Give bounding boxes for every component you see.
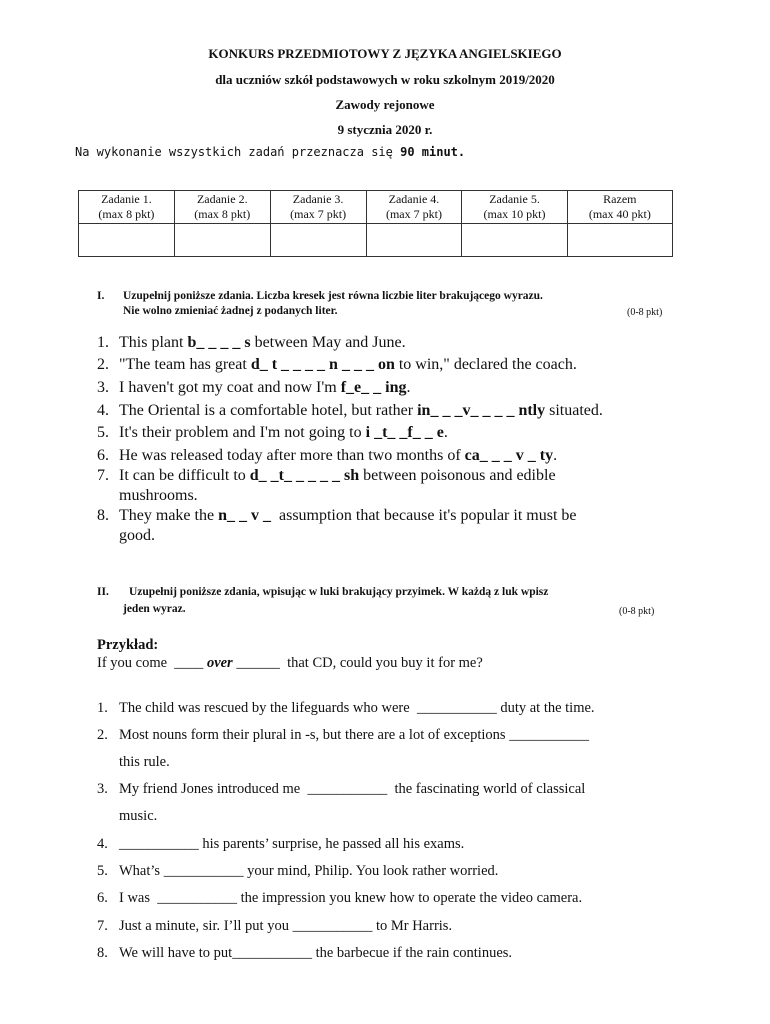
score-table-header-row	[79, 191, 673, 224]
item-sentence[interactable]: Most nouns form their plural in -s, but there are a lot of exceptions ___________	[119, 727, 589, 743]
score-col-5: Zadanie 5. (max 10 pkt)	[462, 191, 567, 224]
sentence-continuation: this rule.	[119, 754, 170, 770]
item-sentence	[119, 378, 679, 398]
example-answer: over	[206, 655, 233, 671]
word-gap[interactable]: f_e_ _ ing	[340, 379, 407, 396]
item-sentence[interactable]: My friend Jones introduced me ___________ the fascinating world of classical	[119, 781, 586, 797]
item-sentence[interactable]: Just a minute, sir. I’ll put you ___________ to Mr Harris.	[119, 918, 453, 934]
sentence-before: "The team has great	[119, 356, 251, 373]
item-number: 2.	[97, 356, 109, 373]
item-sentence	[119, 466, 679, 506]
section-1-instruction-line2: Nie wolno zmieniać żadnej z podanych liter.	[123, 305, 338, 317]
section-1-number: I.	[97, 290, 105, 302]
sentence-before: I haven't got my coat and now I'm	[119, 379, 341, 396]
word-gap[interactable]: d_ _t_ _ _ _ _ sh	[249, 467, 360, 484]
sentence-before: This plant	[119, 334, 188, 351]
sentence-after: .	[406, 379, 411, 396]
example-after: ______ that CD, could you buy it for me?	[232, 655, 483, 671]
example-sentence	[97, 655, 483, 672]
item-number: 8.	[97, 945, 108, 961]
word-gap[interactable]: i _t_ _f_ _ e	[365, 424, 444, 441]
item-number: 3.	[97, 781, 108, 797]
sentence-after: assumption that because it's popular it must be	[270, 507, 577, 524]
word-gap[interactable]: n_ _ v _	[218, 507, 271, 524]
item-sentence	[119, 423, 679, 443]
competition-stage: Zawody rejonowe	[335, 97, 435, 112]
word-gap[interactable]: in_ _ _v_ _ _ _ ntly	[417, 402, 546, 419]
competition-date: 9 stycznia 2020 r.	[337, 122, 433, 137]
item-number: 5.	[97, 424, 109, 441]
score-entry-row	[79, 224, 673, 257]
score-table	[78, 190, 673, 257]
item-number: 4.	[97, 836, 108, 852]
item-number: 5.	[97, 863, 108, 879]
item-sentence	[119, 506, 679, 546]
score-cell-1[interactable]	[79, 224, 175, 257]
item-sentence	[119, 401, 679, 421]
sentence-before: It's their problem and I'm not going to	[119, 424, 366, 441]
word-gap[interactable]: ca_ _ _ v _ ty	[464, 447, 554, 464]
sentence-before: They make the	[119, 507, 219, 524]
time-instruction-text: Na wykonanie wszystkich zadań przeznacza się	[75, 145, 401, 159]
section-2-points: (0-8 pkt)	[619, 606, 655, 617]
example-before: If you come ____	[97, 655, 207, 671]
section-2-number: II.	[97, 586, 109, 598]
item-number: 2.	[97, 727, 108, 743]
score-col-2: Zadanie 2. (max 8 pkt)	[174, 191, 270, 224]
sentence-after: .	[553, 447, 558, 464]
sentence-before: He was released today after more than two months of	[119, 447, 465, 464]
score-col-total: Razem (max 40 pkt)	[567, 191, 672, 224]
word-gap[interactable]: b_ _ _ _ s	[187, 334, 251, 351]
word-gap[interactable]: d_ t _ _ _ _ n _ _ _ on	[250, 356, 395, 373]
score-cell-total[interactable]	[567, 224, 672, 257]
time-instruction	[75, 145, 465, 159]
item-sentence	[119, 355, 679, 375]
sentence-continuation: good.	[119, 527, 155, 544]
sentence-after: to win," declared the coach.	[394, 356, 577, 373]
item-sentence[interactable]: I was ___________ the impression you knew how to operate the video camera.	[119, 890, 583, 906]
item-number: 7.	[97, 918, 108, 934]
section-1-instruction-line1: Uzupełnij poniższe zdania. Liczba kresek jest równa liczbie liter brakującego wyrazu.	[123, 290, 543, 302]
item-number: 1.	[97, 700, 108, 716]
item-number: 4.	[97, 402, 109, 419]
item-sentence[interactable]: The child was rescued by the lifeguards who were ___________ duty at the time.	[119, 700, 595, 716]
item-number: 6.	[97, 447, 109, 464]
score-cell-2[interactable]	[174, 224, 270, 257]
item-sentence	[119, 333, 679, 353]
score-col-1: Zadanie 1. (max 8 pkt)	[79, 191, 175, 224]
sentence-after: between poisonous and edible	[359, 467, 556, 484]
time-limit: 90 minut.	[400, 145, 466, 159]
sentence-after: situated.	[545, 402, 603, 419]
score-col-4: Zadanie 4. (max 7 pkt)	[366, 191, 462, 224]
document-subtitle: dla uczniów szkół podstawowych w roku szkolnym 2019/2020	[215, 72, 555, 87]
score-cell-3[interactable]	[270, 224, 366, 257]
item-number: 6.	[97, 890, 108, 906]
sentence-after: .	[443, 424, 448, 441]
sentence-before: It can be difficult to	[119, 467, 250, 484]
sentence-after: between May and June.	[250, 334, 406, 351]
item-sentence	[119, 446, 679, 466]
sentence-before: The Oriental is a comfortable hotel, but rather	[119, 402, 418, 419]
sentence-continuation: music.	[119, 808, 158, 824]
item-number: 7.	[97, 467, 109, 484]
item-number: 1.	[97, 334, 109, 351]
item-sentence[interactable]: ___________ his parents’ surprise, he passed all his exams.	[119, 836, 465, 852]
item-sentence[interactable]: What’s ___________ your mind, Philip. You look rather worried.	[119, 863, 499, 879]
item-number: 8.	[97, 507, 109, 524]
score-cell-5[interactable]	[462, 224, 567, 257]
document-title: KONKURS PRZEDMIOTOWY Z JĘZYKA ANGIELSKIEGO	[208, 46, 562, 61]
section-1-points: (0-8 pkt)	[627, 307, 663, 318]
sentence-continuation: mushrooms.	[119, 487, 198, 504]
item-number: 3.	[97, 379, 109, 396]
score-col-3: Zadanie 3. (max 7 pkt)	[270, 191, 366, 224]
section-2-instruction-line1: Uzupełnij poniższe zdania, wpisując w luki brakujący przyimek. W każdą z luk wpisz	[129, 586, 549, 598]
score-cell-4[interactable]	[366, 224, 462, 257]
section-2-instruction-line2: jeden wyraz.	[123, 603, 186, 615]
example-label: Przykład:	[97, 637, 159, 653]
item-sentence[interactable]: We will have to put___________ the barbecue if the rain continues.	[119, 945, 513, 961]
